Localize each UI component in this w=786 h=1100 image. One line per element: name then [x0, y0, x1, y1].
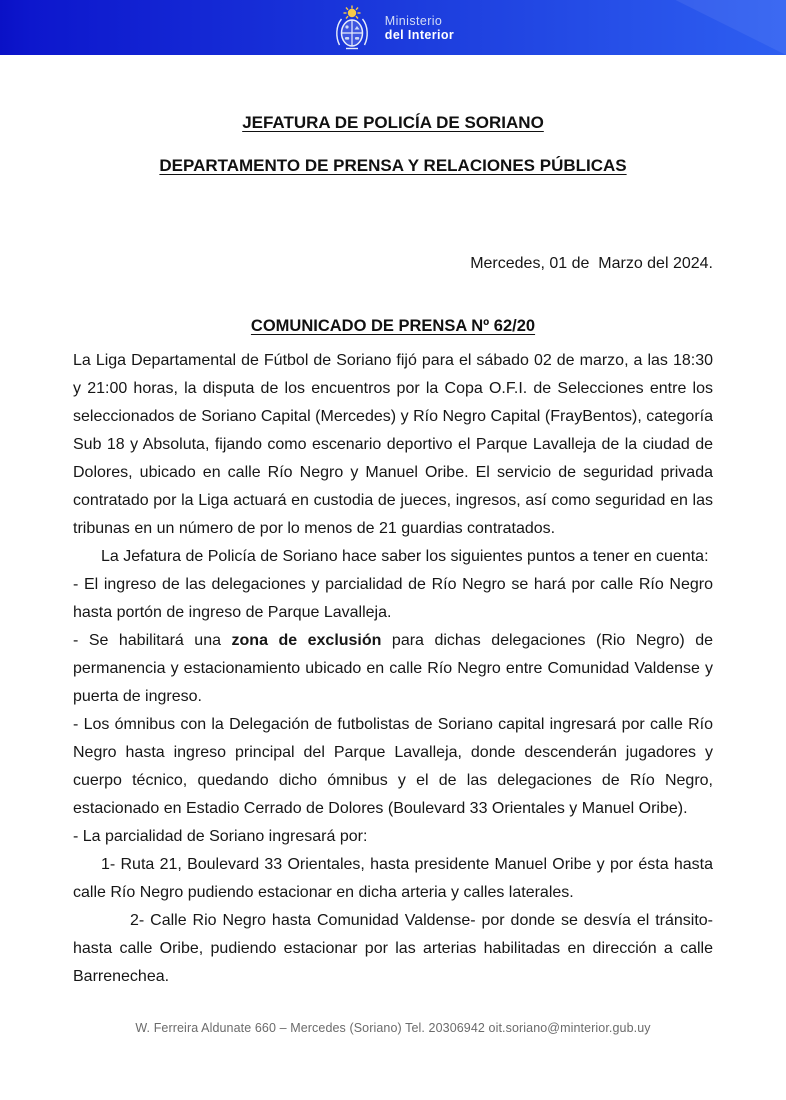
paragraph	[73, 347, 713, 543]
paragraph-text: - Se habilitará una	[73, 632, 232, 649]
document-title-line1: JEFATURA DE POLICÍA DE SORIANO	[242, 113, 544, 132]
ministry-header-bar	[0, 0, 786, 55]
document-title-line2: DEPARTAMENTO DE PRENSA Y RELACIONES PÚBLICAS	[159, 156, 627, 175]
paragraph	[73, 711, 713, 823]
paragraph	[73, 851, 713, 907]
paragraph-bold-text: zona de exclusión	[231, 632, 382, 649]
page-footer	[0, 1021, 786, 1035]
paragraph	[73, 571, 713, 627]
paragraph-text: 2- Calle Rio Negro hasta Comunidad Valdense- por donde se desvía el tránsito- hasta calle Oribe, pudiendo estacionar por las arterias habilitadas en dirección a calle Barrenechea.	[73, 912, 713, 985]
footer-address: W. Ferreira Aldunate 660 – Mercedes (Soriano) Tel. 20306942 oit.soriano@minterior.gub.uy	[135, 1021, 651, 1035]
ministry-name-line1: Ministerio	[384, 13, 443, 28]
ministry-name	[385, 14, 454, 42]
paragraph	[73, 823, 713, 851]
paragraph	[73, 543, 713, 571]
document-content	[0, 112, 786, 991]
paragraph-text: La Jefatura de Policía de Soriano hace saber los siguientes puntos a tener en cuenta:	[101, 548, 709, 565]
paragraph	[73, 907, 713, 991]
paragraph-text: 1- Ruta 21, Boulevard 33 Orientales, hasta presidente Manuel Oribe y por ésta hasta calle Río Negro pudiendo estacionar en dicha arteria y calles laterales.	[73, 856, 713, 901]
date-line: Mercedes, 01 de Marzo del 2024.	[470, 255, 713, 272]
ministry-brand	[332, 5, 454, 51]
paragraph-text: para dichas delegaciones (Rio Negro) de permanencia y estacionamiento ubicado en calle Río Negro entre Comunidad Valdense y puerta de ingreso.	[73, 632, 714, 705]
ministry-name-line2: del Interior	[384, 27, 455, 42]
uruguay-coat-of-arms-icon	[332, 5, 372, 51]
document-body	[73, 347, 713, 991]
paragraph-text: - Los ómnibus con la Delegación de futbolistas de Soriano capital ingresará por calle Río Negro hasta ingreso principal del Parque Lavalleja, donde descenderán jugadores y cuerpo técnico, quedando dicho ómnibus y el de las delegaciones de Río Negro, estacionado en Estadio Cerrado de Dolores (Boulevard 33 Orientales y Manuel Oribe).	[73, 716, 713, 817]
subject-line: COMUNICADO DE PRENSA Nº 62/20	[250, 317, 536, 335]
paragraph-text: La Liga Departamental de Fútbol de Soriano fijó para el sábado 02 de marzo, a las 18:30 y 21:00 horas, la disputa de los encuentros por la Copa O.F.I. de Selecciones entre los seleccionados de Soriano Capital (Mercedes) y Río Negro Capital (FrayBentos), categoría Sub 18 y Absoluta, fijando como escenario deportivo el Parque Lavalleja de la ciudad de Dolores, ubicado en calle Río Negro y Manuel Oribe. El servicio de seguridad privada contratado por la Liga actuará en custodia de jueces, ingresos, así como seguridad en las tribunas en un número de por lo menos de 21 guardias contratados.	[73, 352, 713, 537]
paragraph-text: - La parcialidad de Soriano ingresará por:	[73, 828, 368, 845]
paragraph	[73, 627, 713, 711]
paragraph-text: - El ingreso de las delegaciones y parcialidad de Río Negro se hará por calle Río Negro hasta portón de ingreso de Parque Lavalleja.	[73, 576, 713, 621]
